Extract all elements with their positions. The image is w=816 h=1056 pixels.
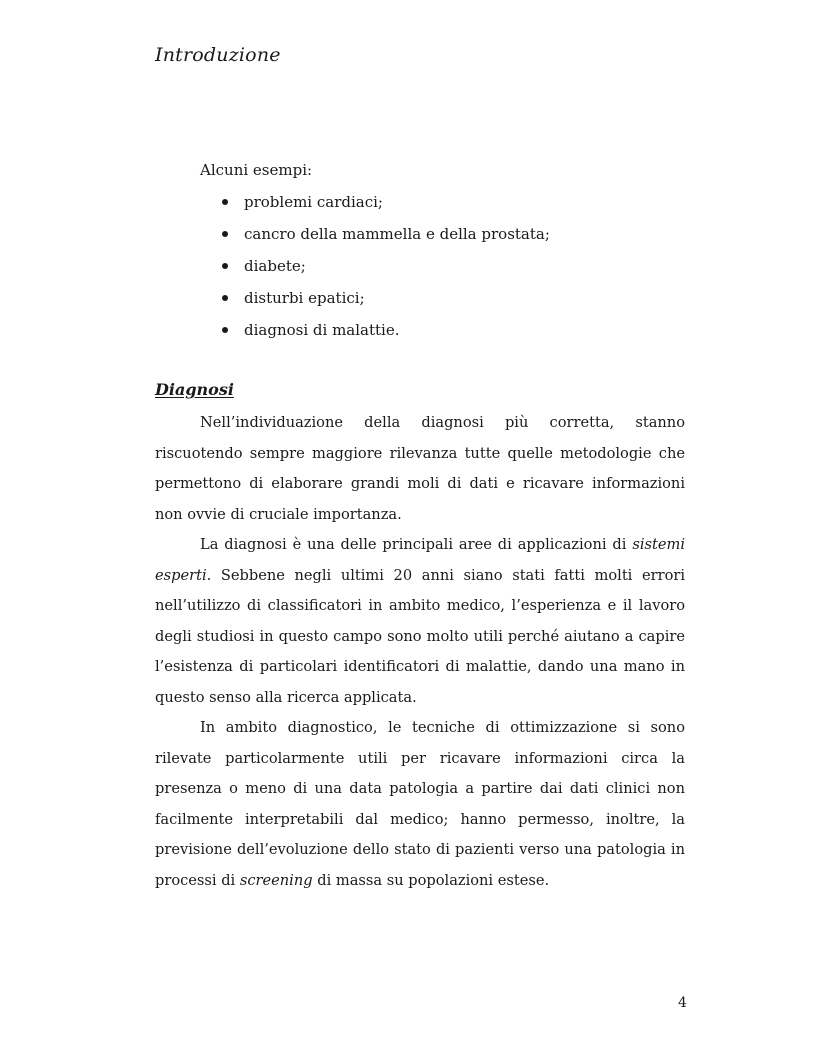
page-number: 4 — [678, 995, 687, 1011]
list-item-text: problemi cardiaci; — [244, 193, 383, 211]
paragraph-1: Nell’individuazione della diagnosi più corretta, stanno riscuotendo sempre maggiore rilevanza tutte quelle metodologie che permettono di elaborare grandi moli di dati e ricavare informazioni non ovvie di cruciale importanza. — [155, 414, 685, 523]
bullet-icon — [222, 327, 228, 333]
list-item — [222, 256, 550, 288]
paragraph-3-text-a: In ambito diagnostico, le tecniche di ottimizzazione si sono rilevate particolarmente utili per ricavare informazioni circa la presenza o meno di una data patologia a partire dai dati clinici non facilmente interpretabili dal medico; hanno permesso, inoltre, la previsione dell’evoluzione dello stato di pazienti verso una patologia in processi di — [155, 719, 685, 889]
list-item — [222, 320, 550, 352]
paragraph-2-text-a: La diagnosi è una delle principali aree di applicazioni di — [200, 536, 633, 553]
bullet-icon — [222, 231, 228, 237]
examples-intro: Alcuni esempi: — [200, 161, 313, 179]
section-heading: Diagnosi — [155, 380, 234, 399]
bullet-icon — [222, 263, 228, 269]
list-item-text: diabete; — [244, 257, 306, 275]
paragraph-3 — [155, 713, 685, 896]
paragraph-2 — [155, 530, 685, 713]
emphasis-screening: screening — [239, 871, 313, 889]
list-item — [222, 288, 550, 320]
page-header-title: Introduzione — [155, 44, 281, 66]
bullet-icon — [222, 295, 228, 301]
paragraph-3-text-b: di massa su popolazioni estese. — [312, 871, 550, 889]
section-body — [155, 408, 685, 896]
bullet-icon — [222, 199, 228, 205]
list-item-text: diagnosi di malattie. — [244, 321, 400, 339]
emphasis-sistemi-esperti: sistemi esperti — [155, 536, 685, 584]
paragraph-2-text-b: . Sebbene negli ultimi 20 anni siano stati fatti molti errori nell’utilizzo di classificatori in ambito medico, l’esperienza e il lavoro degli studiosi in questo campo sono molto utili perché aiutano a capire l’esistenza di particolari identificatori di malattie, dando una mano in questo senso alla ricerca applicata. — [155, 566, 685, 706]
list-item — [222, 224, 550, 256]
examples-list — [222, 192, 550, 352]
list-item — [222, 192, 550, 224]
list-item-text: disturbi epatici; — [244, 289, 365, 307]
list-item-text: cancro della mammella e della prostata; — [244, 225, 550, 243]
